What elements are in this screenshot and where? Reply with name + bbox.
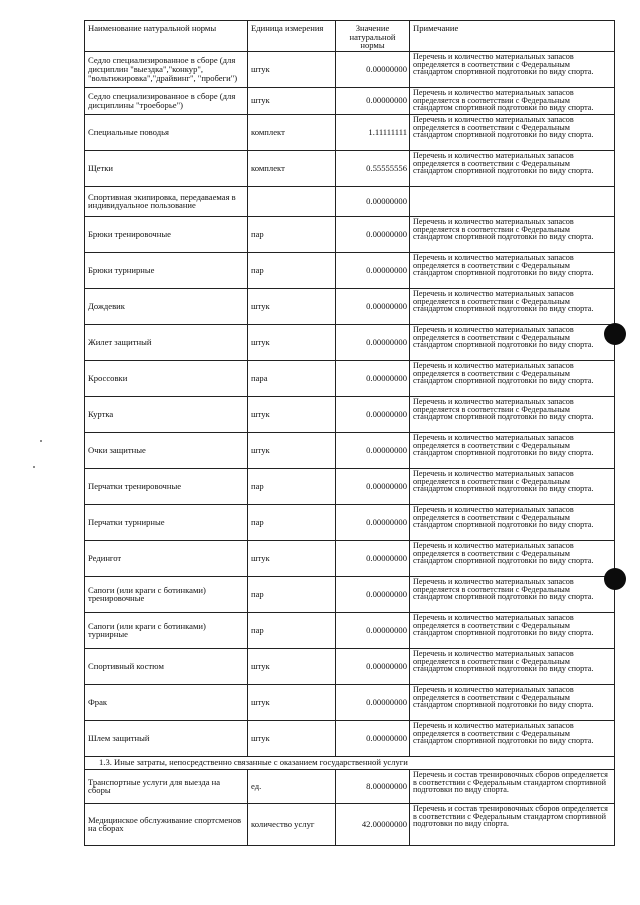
- unit-cell: штук: [248, 396, 336, 432]
- note-cell: Перечень и количество материальных запасов определяется в соответствии с Федеральным стандартом спортивной подготовки по виду спорта.: [410, 360, 615, 396]
- table-row: [85, 648, 615, 684]
- note-cell: Перечень и количество материальных запасов определяется в соответствии с Федеральным стандартом спортивной подготовки по виду спорта.: [410, 648, 615, 684]
- norm-name-cell: Седло специализированное в сборе (для дисциплины "троеборье"): [85, 87, 248, 114]
- table-row: [85, 114, 615, 150]
- value-cell: 0.00000000: [336, 504, 410, 540]
- value-cell: 0.00000000: [336, 288, 410, 324]
- section-title: 1.3. Иные затраты, непосредственно связанные с оказанием государственной услуги: [85, 756, 615, 769]
- norm-name-cell: Куртка: [85, 396, 248, 432]
- unit-cell: штук: [248, 648, 336, 684]
- note-cell: Перечень и количество материальных запасов определяется в соответствии с Федеральным стандартом спортивной подготовки по виду спорта.: [410, 51, 615, 87]
- unit-cell: пар: [248, 576, 336, 612]
- note-cell: Перечень и количество материальных запасов определяется в соответствии с Федеральным стандартом спортивной подготовки по виду спорта.: [410, 612, 615, 648]
- note-cell: [410, 186, 615, 216]
- value-cell: 0.00000000: [336, 576, 410, 612]
- note-cell: Перечень и количество материальных запасов определяется в соответствии с Федеральным стандартом спортивной подготовки по виду спорта.: [410, 216, 615, 252]
- note-cell: Перечень и количество материальных запасов определяется в соответствии с Федеральным стандартом спортивной подготовки по виду спорта.: [410, 720, 615, 756]
- value-cell: 1.11111111: [336, 114, 410, 150]
- note-cell: Перечень и количество материальных запасов определяется в соответствии с Федеральным стандартом спортивной подготовки по виду спорта.: [410, 396, 615, 432]
- table-row: [85, 769, 615, 803]
- table-row: [85, 684, 615, 720]
- norm-name-cell: Дождевик: [85, 288, 248, 324]
- unit-cell: пар: [248, 252, 336, 288]
- unit-cell: пара: [248, 360, 336, 396]
- header-note: Примечание: [410, 21, 615, 52]
- unit-cell: пар: [248, 612, 336, 648]
- hole-punch-mark: [604, 568, 626, 590]
- natural-norms-table: [84, 20, 615, 846]
- value-cell: 0.00000000: [336, 216, 410, 252]
- table-row: [85, 186, 615, 216]
- norm-name-cell: Жилет защитный: [85, 324, 248, 360]
- value-cell: 0.00000000: [336, 684, 410, 720]
- value-cell: 0.00000000: [336, 432, 410, 468]
- table-row: [85, 612, 615, 648]
- value-cell: 42.00000000: [336, 803, 410, 845]
- table-row: [85, 51, 615, 87]
- table-row: [85, 576, 615, 612]
- table-row: [85, 87, 615, 114]
- unit-cell: штук: [248, 324, 336, 360]
- unit-cell: штук: [248, 684, 336, 720]
- norm-name-cell: Седло специализированное в сборе (для дисциплин "выездка","конкур", "вольтижировка","драйвинг", "пробеги"): [85, 51, 248, 87]
- value-cell: 0.00000000: [336, 396, 410, 432]
- norm-name-cell: Фрак: [85, 684, 248, 720]
- value-cell: 0.00000000: [336, 720, 410, 756]
- table-row: [85, 504, 615, 540]
- unit-cell: пар: [248, 216, 336, 252]
- value-cell: 0.00000000: [336, 648, 410, 684]
- value-cell: 0.00000000: [336, 360, 410, 396]
- table-row: [85, 432, 615, 468]
- norm-name-cell: Щетки: [85, 150, 248, 186]
- unit-cell: ед.: [248, 769, 336, 803]
- unit-cell: пар: [248, 468, 336, 504]
- norm-name-cell: Перчатки турнирные: [85, 504, 248, 540]
- norm-name-cell: Сапоги (или краги с ботинками) тренировочные: [85, 576, 248, 612]
- note-cell: Перечень и количество материальных запасов определяется в соответствии с Федеральным стандартом спортивной подготовки по виду спорта.: [410, 324, 615, 360]
- note-cell: Перечень и количество материальных запасов определяется в соответствии с Федеральным стандартом спортивной подготовки по виду спорта.: [410, 150, 615, 186]
- note-cell: Перечень и количество материальных запасов определяется в соответствии с Федеральным стандартом спортивной подготовки по виду спорта.: [410, 87, 615, 114]
- norm-name-cell: Сапоги (или краги с ботинками) турнирные: [85, 612, 248, 648]
- norm-name-cell: Очки защитные: [85, 432, 248, 468]
- unit-cell: штук: [248, 540, 336, 576]
- note-cell: Перечень и количество материальных запасов определяется в соответствии с Федеральным стандартом спортивной подготовки по виду спорта.: [410, 540, 615, 576]
- table-body: [85, 51, 615, 845]
- unit-cell: штук: [248, 288, 336, 324]
- value-cell: 0.00000000: [336, 468, 410, 504]
- note-cell: Перечень и состав тренировочных сборов определяется в соответствии с Федеральным стандартом спортивной подготовки по виду спорта.: [410, 803, 615, 845]
- table-row: [85, 324, 615, 360]
- norm-name-cell: Редингот: [85, 540, 248, 576]
- unit-cell: количество услуг: [248, 803, 336, 845]
- norm-name-cell: Медицинское обслуживание спортсменов на сборах: [85, 803, 248, 845]
- value-cell: 0.00000000: [336, 51, 410, 87]
- value-cell: 0.00000000: [336, 252, 410, 288]
- value-cell: 0.00000000: [336, 540, 410, 576]
- norm-name-cell: Спортивный костюм: [85, 648, 248, 684]
- header-unit: Единица измерения: [248, 21, 336, 52]
- value-cell: 0.00000000: [336, 87, 410, 114]
- value-cell: 0.00000000: [336, 186, 410, 216]
- note-cell: Перечень и количество материальных запасов определяется в соответствии с Федеральным стандартом спортивной подготовки по виду спорта.: [410, 252, 615, 288]
- norm-name-cell: Специальные поводья: [85, 114, 248, 150]
- unit-cell: [248, 186, 336, 216]
- norm-name-cell: Брюки турнирные: [85, 252, 248, 288]
- note-cell: Перечень и количество материальных запасов определяется в соответствии с Федеральным стандартом спортивной подготовки по виду спорта.: [410, 432, 615, 468]
- table-row: [85, 360, 615, 396]
- unit-cell: штук: [248, 51, 336, 87]
- table-row: [85, 468, 615, 504]
- note-cell: Перечень и количество материальных запасов определяется в соответствии с Федеральным стандартом спортивной подготовки по виду спорта.: [410, 288, 615, 324]
- note-cell: Перечень и количество материальных запасов определяется в соответствии с Федеральным стандартом спортивной подготовки по виду спорта.: [410, 504, 615, 540]
- value-cell: 0.00000000: [336, 324, 410, 360]
- table-row: [85, 720, 615, 756]
- unit-cell: комплект: [248, 150, 336, 186]
- unit-cell: комплект: [248, 114, 336, 150]
- hole-punch-mark: [604, 323, 626, 345]
- table-row: [85, 540, 615, 576]
- norm-name-cell: Перчатки тренировочные: [85, 468, 248, 504]
- note-cell: Перечень и количество материальных запасов определяется в соответствии с Федеральным стандартом спортивной подготовки по виду спорта.: [410, 468, 615, 504]
- note-cell: Перечень и количество материальных запасов определяется в соответствии с Федеральным стандартом спортивной подготовки по виду спорта.: [410, 114, 615, 150]
- table-header-row: [85, 21, 615, 52]
- table-row: [85, 803, 615, 845]
- unit-cell: штук: [248, 720, 336, 756]
- note-cell: Перечень и состав тренировочных сборов определяется в соответствии с Федеральным стандартом спортивной подготовки по виду спорта.: [410, 769, 615, 803]
- note-cell: Перечень и количество материальных запасов определяется в соответствии с Федеральным стандартом спортивной подготовки по виду спорта.: [410, 684, 615, 720]
- table-row: [85, 216, 615, 252]
- norm-name-cell: Транспортные услуги для выезда на сборы: [85, 769, 248, 803]
- value-cell: 0.55555556: [336, 150, 410, 186]
- note-cell: Перечень и количество материальных запасов определяется в соответствии с Федеральным стандартом спортивной подготовки по виду спорта.: [410, 576, 615, 612]
- norm-name-cell: Спортивная экипировка, передаваемая в индивидуальное пользование: [85, 186, 248, 216]
- norm-name-cell: Шлем защитный: [85, 720, 248, 756]
- unit-cell: штук: [248, 432, 336, 468]
- table-row: [85, 150, 615, 186]
- value-cell: 8.00000000: [336, 769, 410, 803]
- unit-cell: штук: [248, 87, 336, 114]
- table-row: [85, 288, 615, 324]
- header-norm-name: Наименование натуральной нормы: [85, 21, 248, 52]
- table-row: [85, 252, 615, 288]
- table-row: [85, 396, 615, 432]
- header-value: Значение натуральной нормы: [336, 21, 410, 52]
- norm-name-cell: Брюки тренировочные: [85, 216, 248, 252]
- unit-cell: пар: [248, 504, 336, 540]
- section-row: [85, 756, 615, 769]
- value-cell: 0.00000000: [336, 612, 410, 648]
- scan-speck: [33, 466, 35, 468]
- norm-name-cell: Кроссовки: [85, 360, 248, 396]
- scan-speck: [40, 440, 42, 442]
